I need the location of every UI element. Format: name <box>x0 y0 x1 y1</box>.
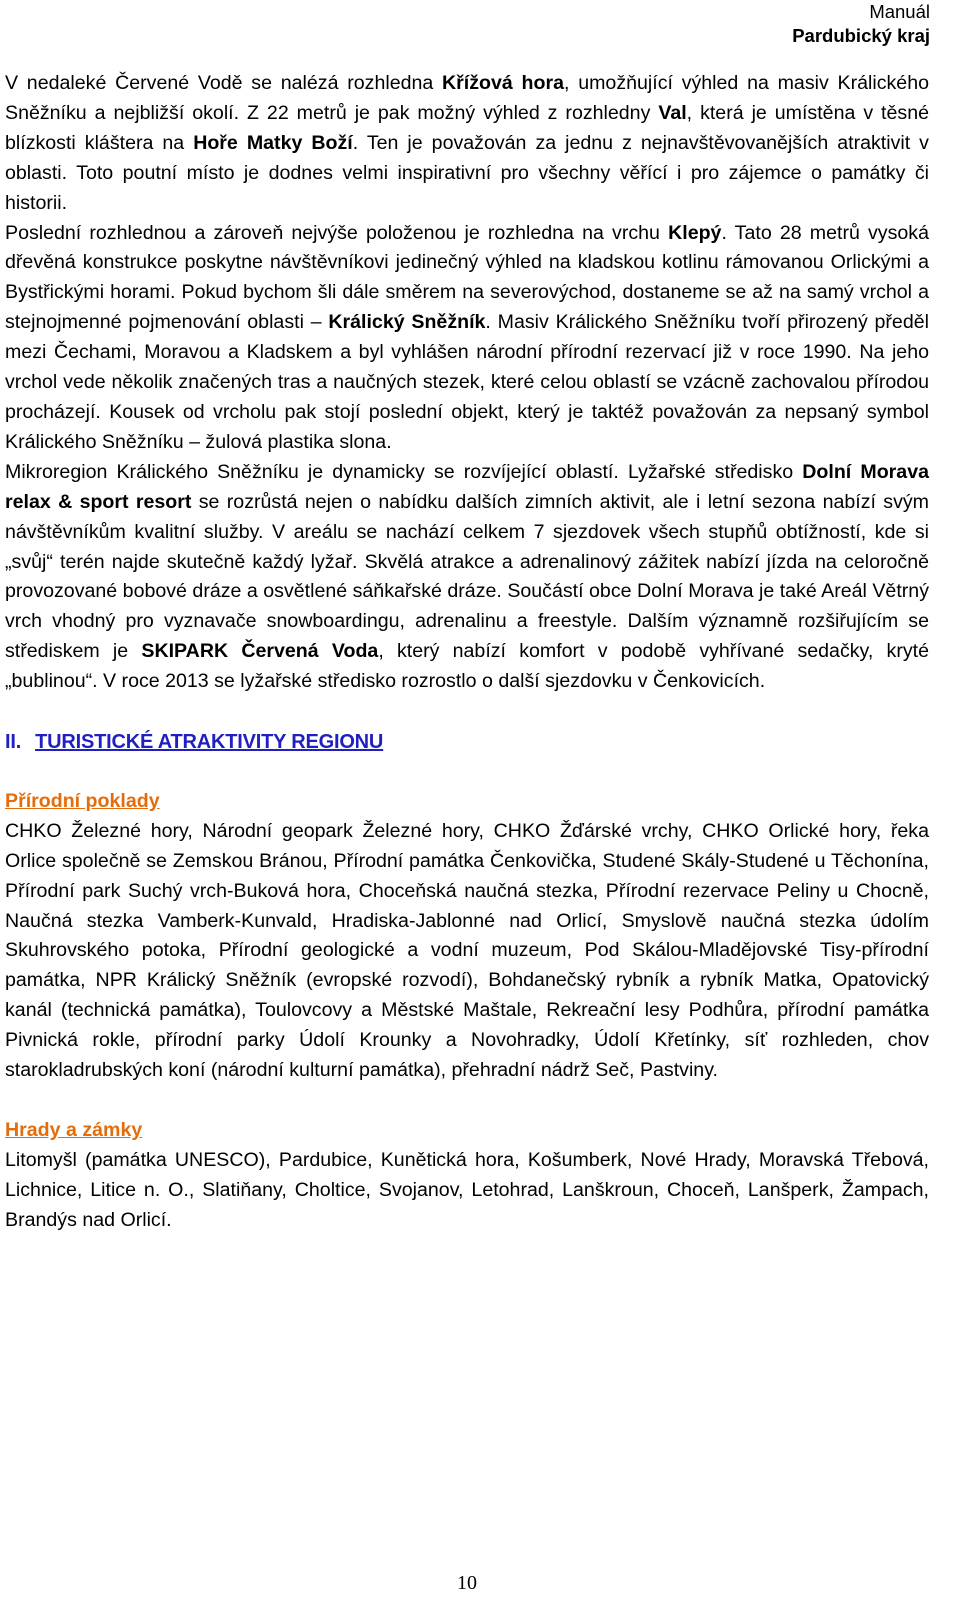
section-number: II. <box>5 731 22 754</box>
paragraph-text: Poslední rozhlednou a zároveň nejvýše položenou je rozhledna na vrchu <box>5 221 669 244</box>
document-body <box>5 69 929 1236</box>
bold-place-name: Dolní Morava relax & sport resort <box>5 460 929 513</box>
bold-place-name: Hoře Matky Boží <box>193 131 353 154</box>
subheading-nature: Přírodní poklady <box>5 789 160 812</box>
section-title: TURISTICKÉ ATRAKTIVITY REGIONU <box>35 731 384 754</box>
subheading-castles: Hrady a zámky <box>5 1118 143 1141</box>
paragraph-text: V nedaleké Červené Vodě se nalézá rozhledna <box>5 72 443 94</box>
paragraph-lookout-towers <box>5 69 929 219</box>
bold-place-name: Klepý <box>668 221 722 244</box>
spacer <box>5 757 929 787</box>
section-heading <box>5 727 929 757</box>
paragraph-text: se rozrůstá nejen o nabídku dalších zimních aktivit, ale i letní sezona nabízí svým návštěvníkům kvalitní služby. V areálu se nachází celkem 7 sjezdovek všech stupňů obtížností, kde si „svůj“ terén najde skutečně každý lyžař. Skvělá atrakce a adrenalinový zážitek nabízí jízda na celoročně provozované bobové dráze a osvětlené sáňkařské dráze. Součástí obce Dolní Morava je také Areál Větrný vrch vhodný pro vyznavače snowboardingu, adrenalinu a freestyle. Dalším významně rozšiřujícím se střediskem je <box>5 490 929 663</box>
bold-place-name: Králický Sněžník <box>328 311 486 334</box>
paragraph-nature-list: CHKO Železné hory, Národní geopark Železné hory, CHKO Žďárské vrchy, CHKO Orlické hory, řeka Orlice společně se Zemskou Bránou, Přírodní památka Čenkovička, Studené Skály-Studené u Těchonína, Přírodní park Suchý vrch-Buková hora, Choceňská naučná stezka, Přírodní rezervace Peliny u Chocně, Naučná stezka Vamberk-Kunvald, Hradiska-Jablonné nad Orlicí, Smyslově naučná stezka údolím Skuhrovského potoka, Přírodní geologické a vodní muzeum, Pod Skálou-Mladějovské Tisy-přírodní památka, NPR Králický Sněžník (evropské rozvodí), Bohdanečský rybník a rybník Matka, Opatovický kanál (technická památka), Toulovcovy a Městské Maštale, Rekreační lesy Podhůra, přírodní památka Pivnická rokle, přírodní parky Údolí Krounky a Novohradky, Údolí Křetínky, síť rozhleden, chov starokladrubských koní (národní kulturní památka), přehradní nádrž Seč, Pastviny. <box>5 819 929 1082</box>
paragraph-text: , která je umístěna v těsné blízkosti kláštera na <box>5 101 929 154</box>
page-header <box>792 0 930 48</box>
header-manual-label: Manuál <box>869 1 930 22</box>
header-region-label: Pardubický kraj <box>792 25 930 46</box>
paragraph-castles-list: Litomyšl (památka UNESCO), Pardubice, Kunětická hora, Košumberk, Nové Hrady, Moravská Třebová, Lichnice, Litice n. O., Slatiňany, Choltice, Svojanov, Letohrad, Lanškroun, Choceň, Lanšperk, Žampach, Brandýs nad Orlicí. <box>5 1148 929 1231</box>
paragraph-ski-resorts <box>5 458 929 697</box>
paragraph-text: , umožňující výhled na masiv Králického Sněžníku a nejbližší okolí. Z 22 metrů je pak možný výhled z rozhledny <box>5 72 929 124</box>
paragraph-text: . Ten je považován za jednu z nejnavštěvovanějších atraktivit v oblasti. Toto poutní místo je dodnes velmi inspirativní pro všechny věřící i pro zájemce o památky či historii. <box>5 131 929 214</box>
bold-place-name: SKIPARK Červená Voda <box>141 640 379 663</box>
paragraph-text: . Tato 28 metrů vysoká dřevěná konstrukce poskytne návštěvníkovi jedinečný výhled na kladskou kotlinu rámovanou Orlickými a Bystřickými horami. Pokud bychom šli dále směrem na severovýchod, dostaneme se až na samý vrchol a stejnojmenné pojmenování oblasti – <box>5 221 929 334</box>
paragraph-text: , který nabízí komfort v podobě vyhřívané sedačky, kryté „bublinou“. V roce 2013 se lyžařské středisko rozrostlo o další sjezdovku v Čenkovicích. <box>5 640 929 693</box>
page-number: 10 <box>457 1572 477 1594</box>
paragraph-text: Mikroregion Králického Sněžníku je dynamicky se rozvíjející oblastí. Lyžařské středisko <box>5 460 803 483</box>
spacer <box>5 1086 929 1116</box>
paragraph-text: . Masiv Králického Sněžníku tvoří přirozený předěl mezi Čechami, Moravou a Kladskem a byl vyhlášen národní přírodní rezervací již v roce 1990. Na jeho vrchol vede několik značených tras a naučných stezek, které celou oblastí se vzácně zachovalou přírodou procházejí. Kousek od vrcholu pak stojí poslední objekt, který je taktéž považován za nepsaný symbol Králického Sněžníku – žulová plastika slona. <box>5 311 929 453</box>
paragraph-klepy-snieznik <box>5 219 929 458</box>
bold-place-name: Val <box>658 101 687 124</box>
bold-place-name: Křížová hora <box>442 72 565 94</box>
